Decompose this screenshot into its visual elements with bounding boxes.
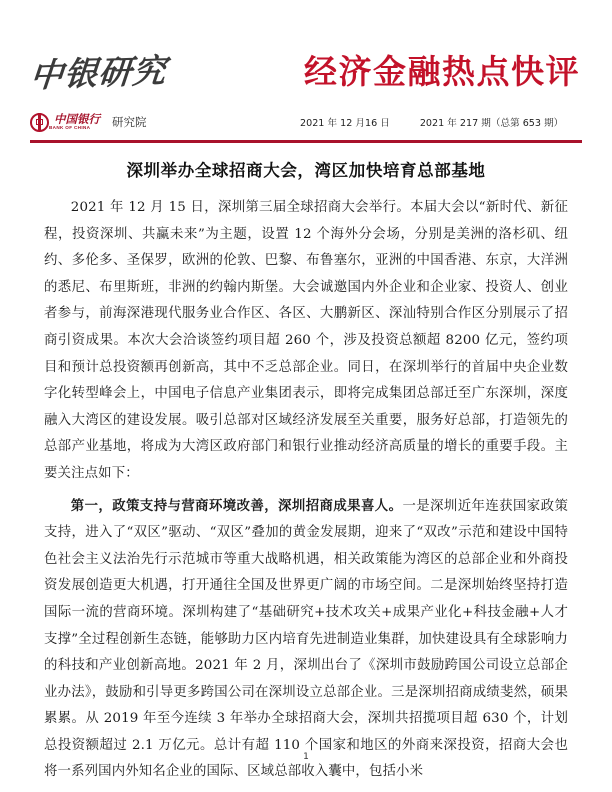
paragraph-text-intro: 2021 年 12 月 15 日，深圳第三届全球招商大会举行。本届大会以“新时代、新征程，投资深圳、共赢未来”为主题，设置 12 个海外分会场，分别是美洲的洛杉矶、纽约、多伦多、圣保罗，欧洲的伦敦、巴黎、布鲁塞尔，亚洲的中国香港、东京，大洋洲的悉尼、布里斯班，非洲的约翰内斯堡。大会诚邀国内外企业和企业家、投资人、创业者参与，前海深港现代服务业合作区、各区、大鹏新区、深汕特别合作区分别展示了招商引资成果。本次大会洽谈签约项目超 260 个，涉及投资总额超 8200 亿元，签约项目和预计总投资额再创新高，其中不乏总部企业。同日，在深圳举行的首届中央企业数字化转型峰会上，中国电子信息产业集团表示，即将完成集团总部迁至广东深圳，深度融入大湾区的建设发展。吸引总部对区域经济发展至关重要，服务好总部，打造领先的总部产业基地，将成为大湾区政府部门和银行业推动经济高质量的增长的重要手段。主要关注点如下： [44, 200, 568, 481]
publication-date: 2021 年 12 月16 日 [300, 118, 390, 129]
page-number: 1 [303, 752, 309, 762]
paragraph-intro [44, 194, 568, 488]
boc-wordmark [49, 111, 100, 133]
boc-name-english: BANK OF CHINA [49, 125, 91, 130]
boc-name-chinese: 中国银行 [54, 112, 100, 126]
article-body [44, 156, 568, 786]
paragraph-text-point-one: 一是深圳近年连获国家政策支持，进入了“双区”驱动、“双区”叠加的黄金发展期，迎来了“双改”示范和建设中国特色社会主义法治先行示范城市等重大战略机遇，相关政策能为湾区的总部企业和外商投资发展创造更大机遇，打开通往全国及世界更广阔的市场空间。二是深圳始终坚持打造国际一流的营商环境。深圳构建了“基础研究+技术攻关+成果产业化+科技金融+人才支撑”全过程创新生态链，能够助力区内培育先进制造业集群，加快建设具有全球影响力的科技和产业创新高地。2021 年 2 月，深圳出台了《深圳市鼓励跨国公司设立总部企业办法》，鼓励和引导更多跨国公司在深圳设立总部企业。三是深圳招商成绩斐然，硕果累累。从 2019 年至今连续 3 年举办全球招商大会，深圳共招揽项目超 630 个，计划总投资额超过 2.1 万亿元。总计有超 110 个国家和地区的外商来深投资，招商大会也将一系列国内外知名企业的国际、区域总部收入囊中，包括小米 [44, 498, 568, 780]
publication-title: 经济金融热点快评 [304, 52, 580, 91]
paragraph-lead-point-one: 第一，政策支持与营商环境改善，深圳招商成果喜人。 [70, 497, 403, 514]
issue-number: 2021 年 217 期（总第 653 期） [419, 118, 564, 129]
issue-info [300, 112, 590, 132]
department-label: 研究院 [112, 115, 147, 129]
masthead-divider [30, 140, 582, 143]
boc-coin-icon [30, 113, 49, 132]
paragraph-point-one [44, 493, 568, 787]
brand-calligraphy-logo: 中银研究 [28, 50, 169, 95]
masthead [0, 0, 612, 148]
bank-of-china-logo [30, 109, 147, 135]
article-title: 深圳举办全球招商大会，湾区加快培育总部基地 [126, 161, 486, 180]
